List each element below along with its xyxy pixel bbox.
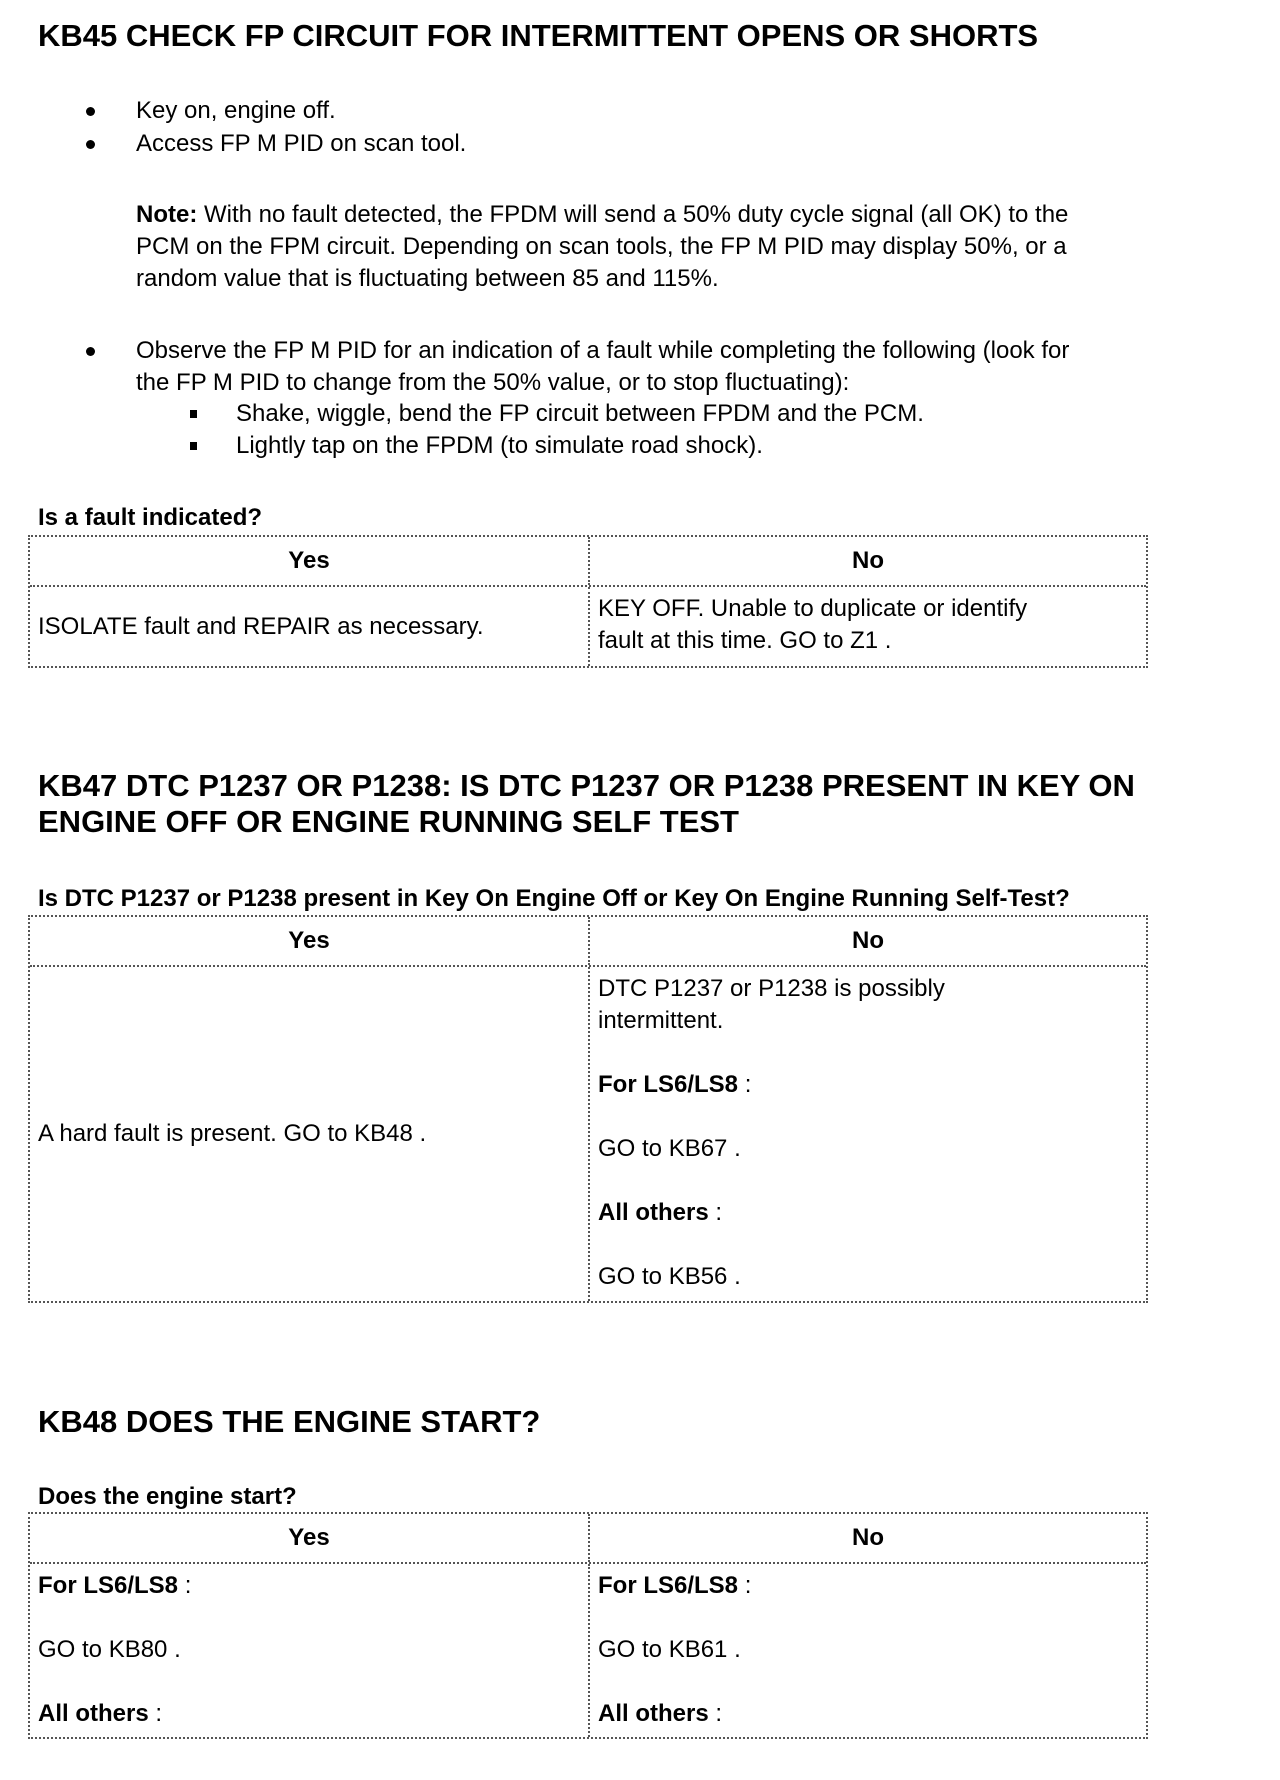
- section-heading-kb45: KB45 CHECK FP CIRCUIT FOR INTERMITTENT OPENS OR SHORTS: [38, 18, 1039, 53]
- header-yes: Yes: [30, 1514, 590, 1562]
- model-condition-all-others: [598, 1698, 1138, 1730]
- decision-table-kb48: [28, 1512, 1148, 1739]
- question-label: Is a fault indicated?: [38, 504, 263, 531]
- observe-line-1: Observe the FP M PID for an indication of a fault while completing the following (look for: [136, 337, 1070, 364]
- model-condition-ls6-ls8: [598, 1069, 1138, 1101]
- table-header-row: [30, 1514, 1146, 1564]
- square-bullet-icon: [190, 442, 197, 450]
- section-heading-kb47-line-2: ENGINE OFF OR ENGINE RUNNING SELF TEST: [38, 804, 739, 839]
- square-bullet-icon: [190, 410, 197, 418]
- go-to-kb80-link[interactable]: GO to KB80 .: [38, 1636, 181, 1663]
- yes-cell: [30, 1564, 590, 1737]
- decision-table-kb47: [28, 915, 1148, 1303]
- note-line-3: random value that is fluctuating between 85 and 115%.: [136, 265, 719, 292]
- bullet-item: Key on, engine off.: [136, 97, 336, 124]
- question-label: Does the engine start?: [38, 1483, 297, 1510]
- colon: :: [708, 1700, 723, 1727]
- table-header-row: [30, 537, 1146, 587]
- condition-label: For LS6/LS8: [598, 1572, 739, 1599]
- header-yes: Yes: [30, 537, 590, 585]
- colon: :: [148, 1700, 163, 1727]
- bullet-icon: [86, 140, 95, 149]
- colon: :: [738, 1572, 752, 1599]
- yes-text: A hard fault is present. GO to KB48 .: [38, 1120, 427, 1147]
- colon: :: [178, 1572, 192, 1599]
- model-condition-all-others: [38, 1698, 580, 1730]
- no-cell: [590, 967, 1146, 1301]
- go-to-kb56-link[interactable]: GO to KB56 .: [598, 1263, 741, 1290]
- condition-label: All others: [598, 1199, 709, 1226]
- condition-label: All others: [598, 1700, 709, 1727]
- table-row: [30, 1564, 1146, 1737]
- header-no: No: [852, 927, 884, 954]
- no-text-line: DTC P1237 or P1238 is possibly: [598, 975, 945, 1002]
- model-condition-ls6-ls8: [598, 1570, 1138, 1602]
- yes-text: ISOLATE fault and REPAIR as necessary.: [38, 612, 484, 640]
- note-text: With no fault detected, the FPDM will send a 50% duty cycle signal (all OK) to the: [197, 201, 1069, 228]
- go-to-kb61-link[interactable]: GO to KB61 .: [598, 1636, 741, 1663]
- sub-bullet-item: Shake, wiggle, bend the FP circuit between FPDM and the PCM.: [236, 400, 924, 427]
- model-condition-ls6-ls8: [38, 1570, 580, 1602]
- colon: :: [738, 1071, 752, 1098]
- no-text-line: intermittent.: [598, 1007, 724, 1034]
- table-header-row: [30, 917, 1146, 967]
- section-heading-kb47-line-1: KB47 DTC P1237 OR P1238: IS DTC P1237 OR P1238 PRESENT IN KEY ON: [38, 768, 1135, 803]
- condition-label: All others: [38, 1700, 149, 1727]
- section-heading-kb48: KB48 DOES THE ENGINE START?: [38, 1404, 541, 1439]
- question-label: Is DTC P1237 or P1238 present in Key On Engine Off or Key On Engine Running Self-Test?: [38, 885, 1070, 912]
- decision-table-kb45: [28, 535, 1148, 668]
- table-row: [30, 967, 1146, 1301]
- bullet-item: Access FP M PID on scan tool.: [136, 130, 467, 157]
- no-text-line: fault at this time. GO to Z1 .: [598, 627, 892, 654]
- yes-cell: [30, 967, 590, 1301]
- observe-line-2: the FP M PID to change from the 50% value, or to stop fluctuating):: [136, 369, 850, 396]
- yes-cell: [30, 587, 590, 666]
- note-line-1: [136, 199, 1068, 231]
- header-no: No: [852, 547, 884, 574]
- sub-bullet-item: Lightly tap on the FPDM (to simulate road shock).: [236, 432, 763, 459]
- condition-label: For LS6/LS8: [38, 1572, 179, 1599]
- header-yes: Yes: [30, 917, 590, 965]
- condition-label: For LS6/LS8: [598, 1071, 739, 1098]
- no-cell: [590, 1564, 1146, 1737]
- note-line-2: PCM on the FPM circuit. Depending on scan tools, the FP M PID may display 50%, or a: [136, 233, 1067, 260]
- note-label: Note:: [136, 201, 198, 228]
- model-condition-all-others: [598, 1197, 1138, 1229]
- go-to-kb67-link[interactable]: GO to KB67 .: [598, 1135, 741, 1162]
- bullet-icon: [86, 347, 95, 356]
- table-row: [30, 587, 1146, 666]
- no-cell: [590, 587, 1146, 666]
- no-text-line: KEY OFF. Unable to duplicate or identify: [598, 595, 1028, 622]
- header-no: No: [852, 1524, 884, 1551]
- bullet-icon: [86, 107, 95, 116]
- colon: :: [708, 1199, 723, 1226]
